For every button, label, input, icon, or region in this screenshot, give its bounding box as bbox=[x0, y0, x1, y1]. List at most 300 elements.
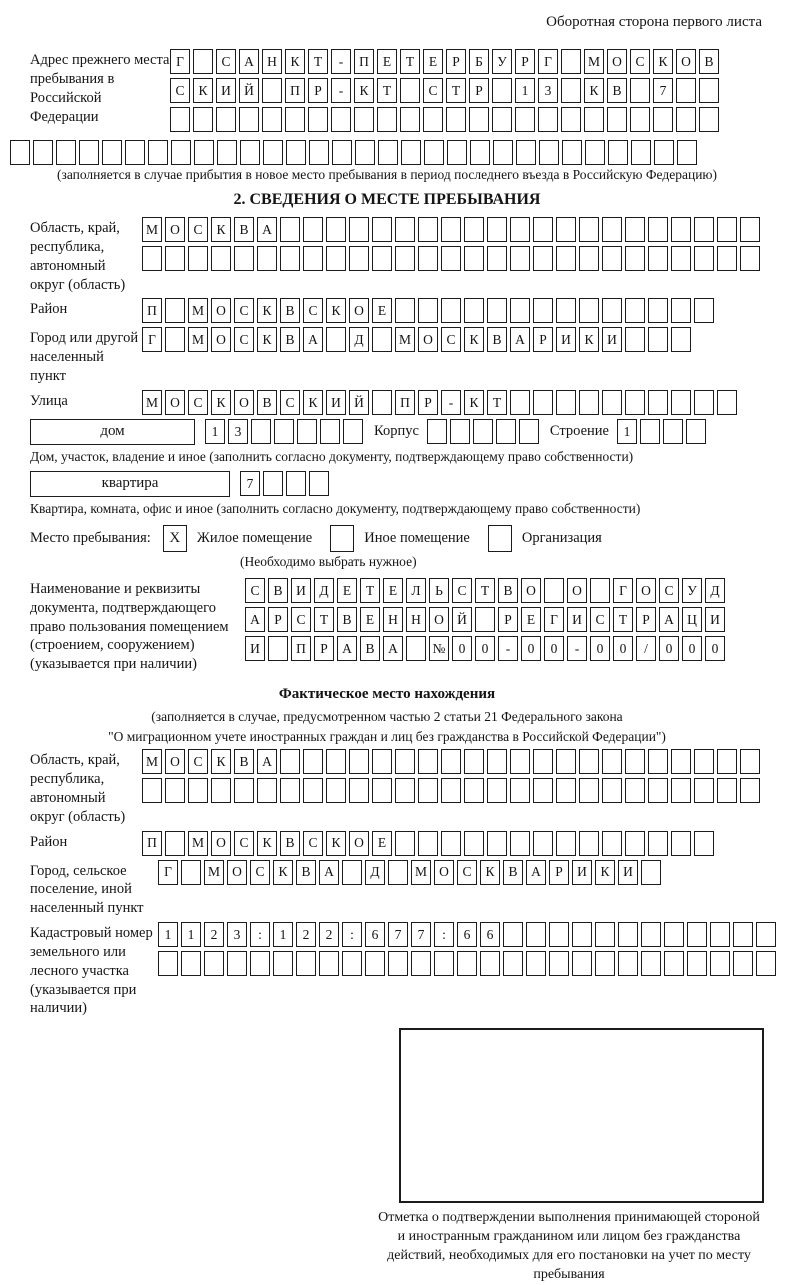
char-cell[interactable] bbox=[170, 107, 190, 132]
char-cell[interactable] bbox=[740, 217, 760, 242]
char-cell[interactable]: 7 bbox=[653, 78, 673, 103]
char-cell[interactable]: Т bbox=[360, 578, 380, 603]
char-cell[interactable] bbox=[280, 246, 300, 271]
char-cell[interactable] bbox=[625, 217, 645, 242]
char-cell[interactable] bbox=[676, 107, 696, 132]
char-cell[interactable]: Д bbox=[349, 327, 369, 352]
char-cell[interactable] bbox=[515, 107, 535, 132]
char-cell[interactable] bbox=[487, 749, 507, 774]
char-cell[interactable] bbox=[694, 831, 714, 856]
char-cell[interactable] bbox=[694, 390, 714, 415]
char-cell[interactable]: Д bbox=[314, 578, 334, 603]
char-cell[interactable]: С bbox=[188, 390, 208, 415]
char-cell[interactable] bbox=[595, 951, 615, 976]
char-cell[interactable]: М bbox=[411, 860, 431, 885]
char-cell[interactable]: В bbox=[280, 298, 300, 323]
char-cell[interactable] bbox=[372, 246, 392, 271]
char-cell[interactable] bbox=[556, 390, 576, 415]
char-cell[interactable] bbox=[326, 778, 346, 803]
char-cell[interactable] bbox=[648, 778, 668, 803]
char-cell[interactable]: И bbox=[216, 78, 236, 103]
char-cell[interactable] bbox=[342, 951, 362, 976]
char-cell[interactable]: О bbox=[211, 298, 231, 323]
char-cell[interactable] bbox=[320, 419, 340, 444]
char-cell[interactable]: К bbox=[354, 78, 374, 103]
char-cell[interactable] bbox=[618, 951, 638, 976]
char-cell[interactable]: 6 bbox=[480, 922, 500, 947]
char-cell[interactable] bbox=[365, 951, 385, 976]
char-cell[interactable] bbox=[10, 140, 30, 165]
char-cell[interactable] bbox=[648, 327, 668, 352]
char-cell[interactable]: И bbox=[572, 860, 592, 885]
char-cell[interactable]: О bbox=[165, 749, 185, 774]
char-cell[interactable]: Н bbox=[262, 49, 282, 74]
char-cell[interactable]: Р bbox=[469, 78, 489, 103]
char-cell[interactable]: В bbox=[296, 860, 316, 885]
char-cell[interactable]: С bbox=[234, 831, 254, 856]
char-cell[interactable] bbox=[671, 831, 691, 856]
char-cell[interactable] bbox=[561, 107, 581, 132]
char-cell[interactable] bbox=[710, 951, 730, 976]
char-cell[interactable]: 1 bbox=[617, 419, 637, 444]
char-cell[interactable] bbox=[79, 140, 99, 165]
char-cell[interactable] bbox=[510, 298, 530, 323]
char-cell[interactable]: О bbox=[349, 298, 369, 323]
char-cell[interactable] bbox=[562, 140, 582, 165]
char-cell[interactable]: Е bbox=[372, 298, 392, 323]
char-cell[interactable] bbox=[631, 140, 651, 165]
char-cell[interactable]: А bbox=[337, 636, 357, 661]
char-cell[interactable]: Р bbox=[268, 607, 288, 632]
char-cell[interactable]: К bbox=[653, 49, 673, 74]
char-cell[interactable] bbox=[274, 419, 294, 444]
char-cell[interactable]: С bbox=[291, 607, 311, 632]
char-cell[interactable]: И bbox=[567, 607, 587, 632]
char-cell[interactable] bbox=[648, 217, 668, 242]
char-cell[interactable]: С bbox=[452, 578, 472, 603]
char-cell[interactable]: О bbox=[676, 49, 696, 74]
char-cell[interactable]: В bbox=[699, 49, 719, 74]
char-cell[interactable] bbox=[510, 390, 530, 415]
char-cell[interactable]: 7 bbox=[240, 471, 260, 496]
char-cell[interactable] bbox=[487, 778, 507, 803]
char-cell[interactable] bbox=[487, 246, 507, 271]
char-cell[interactable]: С bbox=[280, 390, 300, 415]
char-cell[interactable]: К bbox=[211, 217, 231, 242]
char-cell[interactable] bbox=[165, 831, 185, 856]
char-cell[interactable] bbox=[181, 860, 201, 885]
char-cell[interactable]: К bbox=[257, 327, 277, 352]
char-cell[interactable]: Е bbox=[360, 607, 380, 632]
char-cell[interactable] bbox=[625, 390, 645, 415]
char-cell[interactable] bbox=[257, 246, 277, 271]
char-cell[interactable]: Т bbox=[475, 578, 495, 603]
char-cell[interactable]: 1 bbox=[205, 419, 225, 444]
char-cell[interactable] bbox=[388, 951, 408, 976]
char-cell[interactable]: Б bbox=[469, 49, 489, 74]
char-cell[interactable]: Г bbox=[544, 607, 564, 632]
char-cell[interactable] bbox=[326, 749, 346, 774]
char-cell[interactable]: 3 bbox=[227, 922, 247, 947]
char-cell[interactable] bbox=[602, 217, 622, 242]
char-cell[interactable] bbox=[188, 778, 208, 803]
char-cell[interactable]: И bbox=[245, 636, 265, 661]
char-cell[interactable] bbox=[579, 749, 599, 774]
char-cell[interactable] bbox=[125, 140, 145, 165]
char-cell[interactable]: И bbox=[705, 607, 725, 632]
char-cell[interactable] bbox=[102, 140, 122, 165]
char-cell[interactable]: О bbox=[211, 831, 231, 856]
char-cell[interactable]: И bbox=[618, 860, 638, 885]
char-cell[interactable] bbox=[216, 107, 236, 132]
char-cell[interactable]: В bbox=[234, 749, 254, 774]
char-cell[interactable] bbox=[648, 390, 668, 415]
char-cell[interactable]: А bbox=[257, 749, 277, 774]
char-cell[interactable]: - bbox=[441, 390, 461, 415]
char-cell[interactable] bbox=[533, 298, 553, 323]
char-cell[interactable]: И bbox=[326, 390, 346, 415]
char-cell[interactable]: Н bbox=[383, 607, 403, 632]
char-cell[interactable]: А bbox=[659, 607, 679, 632]
char-cell[interactable] bbox=[493, 140, 513, 165]
char-cell[interactable] bbox=[470, 140, 490, 165]
char-cell[interactable] bbox=[653, 107, 673, 132]
char-cell[interactable] bbox=[510, 831, 530, 856]
char-cell[interactable] bbox=[648, 298, 668, 323]
char-cell[interactable] bbox=[510, 246, 530, 271]
char-cell[interactable]: К bbox=[579, 327, 599, 352]
char-cell[interactable]: М bbox=[188, 831, 208, 856]
char-cell[interactable] bbox=[641, 860, 661, 885]
char-cell[interactable] bbox=[533, 390, 553, 415]
char-cell[interactable] bbox=[349, 749, 369, 774]
char-cell[interactable]: Н bbox=[406, 607, 426, 632]
char-cell[interactable] bbox=[625, 298, 645, 323]
char-cell[interactable] bbox=[487, 831, 507, 856]
char-cell[interactable] bbox=[549, 951, 569, 976]
char-cell[interactable]: : bbox=[434, 922, 454, 947]
char-cell[interactable]: 0 bbox=[659, 636, 679, 661]
char-cell[interactable] bbox=[556, 831, 576, 856]
char-cell[interactable]: К bbox=[464, 390, 484, 415]
char-cell[interactable]: О bbox=[567, 578, 587, 603]
char-cell[interactable] bbox=[349, 778, 369, 803]
char-cell[interactable] bbox=[286, 471, 306, 496]
char-cell[interactable]: В bbox=[503, 860, 523, 885]
char-cell[interactable] bbox=[740, 778, 760, 803]
char-cell[interactable] bbox=[733, 951, 753, 976]
char-cell[interactable] bbox=[671, 298, 691, 323]
char-cell[interactable] bbox=[372, 217, 392, 242]
char-cell[interactable]: О bbox=[165, 217, 185, 242]
char-cell[interactable] bbox=[648, 246, 668, 271]
char-cell[interactable]: С bbox=[457, 860, 477, 885]
char-cell[interactable]: К bbox=[257, 298, 277, 323]
char-cell[interactable] bbox=[590, 578, 610, 603]
char-cell[interactable]: П bbox=[354, 49, 374, 74]
char-cell[interactable] bbox=[193, 107, 213, 132]
char-cell[interactable]: Р bbox=[533, 327, 553, 352]
char-cell[interactable]: Р bbox=[498, 607, 518, 632]
char-cell[interactable]: А bbox=[319, 860, 339, 885]
char-cell[interactable]: : bbox=[342, 922, 362, 947]
char-cell[interactable] bbox=[538, 107, 558, 132]
char-cell[interactable]: С bbox=[303, 298, 323, 323]
char-cell[interactable]: К bbox=[193, 78, 213, 103]
char-cell[interactable]: В bbox=[280, 831, 300, 856]
char-cell[interactable]: Е bbox=[337, 578, 357, 603]
char-cell[interactable] bbox=[625, 749, 645, 774]
char-cell[interactable] bbox=[519, 419, 539, 444]
char-cell[interactable]: В bbox=[268, 578, 288, 603]
char-cell[interactable] bbox=[654, 140, 674, 165]
char-cell[interactable] bbox=[240, 140, 260, 165]
char-cell[interactable] bbox=[533, 749, 553, 774]
char-cell[interactable]: С bbox=[630, 49, 650, 74]
char-cell[interactable] bbox=[602, 390, 622, 415]
char-cell[interactable] bbox=[388, 860, 408, 885]
char-cell[interactable] bbox=[464, 246, 484, 271]
char-cell[interactable]: В bbox=[257, 390, 277, 415]
char-cell[interactable]: Т bbox=[377, 78, 397, 103]
char-cell[interactable]: К bbox=[584, 78, 604, 103]
char-cell[interactable] bbox=[211, 778, 231, 803]
char-cell[interactable]: С bbox=[250, 860, 270, 885]
char-cell[interactable]: Д bbox=[365, 860, 385, 885]
char-cell[interactable]: П bbox=[142, 298, 162, 323]
char-cell[interactable]: Т bbox=[446, 78, 466, 103]
char-cell[interactable] bbox=[400, 107, 420, 132]
char-cell[interactable] bbox=[671, 217, 691, 242]
char-cell[interactable]: - bbox=[567, 636, 587, 661]
char-cell[interactable] bbox=[171, 140, 191, 165]
char-cell[interactable] bbox=[556, 246, 576, 271]
char-cell[interactable]: О bbox=[607, 49, 627, 74]
char-cell[interactable]: А bbox=[239, 49, 259, 74]
char-cell[interactable] bbox=[165, 778, 185, 803]
char-cell[interactable]: П bbox=[291, 636, 311, 661]
char-cell[interactable]: С bbox=[216, 49, 236, 74]
char-cell[interactable] bbox=[579, 831, 599, 856]
char-cell[interactable] bbox=[671, 246, 691, 271]
char-cell[interactable] bbox=[181, 951, 201, 976]
char-cell[interactable] bbox=[676, 78, 696, 103]
char-cell[interactable] bbox=[503, 951, 523, 976]
char-cell[interactable] bbox=[561, 49, 581, 74]
char-cell[interactable] bbox=[671, 390, 691, 415]
char-cell[interactable]: О bbox=[636, 578, 656, 603]
char-cell[interactable] bbox=[418, 831, 438, 856]
char-cell[interactable] bbox=[549, 922, 569, 947]
char-cell[interactable]: 7 bbox=[388, 922, 408, 947]
char-cell[interactable]: В bbox=[337, 607, 357, 632]
char-cell[interactable]: М bbox=[142, 217, 162, 242]
char-cell[interactable] bbox=[579, 390, 599, 415]
char-cell[interactable] bbox=[630, 78, 650, 103]
char-cell[interactable]: О bbox=[227, 860, 247, 885]
char-cell[interactable]: Й bbox=[349, 390, 369, 415]
char-cell[interactable] bbox=[544, 578, 564, 603]
char-cell[interactable]: Т bbox=[308, 49, 328, 74]
char-cell[interactable] bbox=[687, 922, 707, 947]
char-cell[interactable] bbox=[342, 860, 362, 885]
char-cell[interactable]: Т bbox=[613, 607, 633, 632]
char-cell[interactable] bbox=[355, 140, 375, 165]
char-cell[interactable]: Г bbox=[142, 327, 162, 352]
char-cell[interactable] bbox=[561, 78, 581, 103]
char-cell[interactable] bbox=[475, 607, 495, 632]
char-cell[interactable] bbox=[677, 140, 697, 165]
char-cell[interactable] bbox=[533, 246, 553, 271]
char-cell[interactable]: В bbox=[234, 217, 254, 242]
char-cell[interactable]: С bbox=[234, 327, 254, 352]
char-cell[interactable] bbox=[756, 951, 776, 976]
char-cell[interactable] bbox=[492, 78, 512, 103]
char-cell[interactable]: Г bbox=[613, 578, 633, 603]
char-cell[interactable] bbox=[533, 217, 553, 242]
char-cell[interactable]: К bbox=[285, 49, 305, 74]
char-cell[interactable] bbox=[285, 107, 305, 132]
char-cell[interactable]: 0 bbox=[544, 636, 564, 661]
char-cell[interactable] bbox=[602, 831, 622, 856]
char-cell[interactable] bbox=[263, 140, 283, 165]
char-cell[interactable]: П bbox=[142, 831, 162, 856]
char-cell[interactable] bbox=[286, 140, 306, 165]
char-cell[interactable] bbox=[510, 778, 530, 803]
char-cell[interactable] bbox=[526, 922, 546, 947]
char-cell[interactable]: В bbox=[360, 636, 380, 661]
char-cell[interactable]: 1 bbox=[273, 922, 293, 947]
char-cell[interactable] bbox=[717, 749, 737, 774]
char-cell[interactable] bbox=[556, 298, 576, 323]
char-cell[interactable] bbox=[464, 217, 484, 242]
organization-checkbox[interactable] bbox=[488, 525, 512, 552]
char-cell[interactable]: М bbox=[395, 327, 415, 352]
char-cell[interactable]: В bbox=[487, 327, 507, 352]
char-cell[interactable]: Е bbox=[383, 578, 403, 603]
char-cell[interactable]: С bbox=[423, 78, 443, 103]
char-cell[interactable] bbox=[694, 298, 714, 323]
char-cell[interactable] bbox=[607, 107, 627, 132]
char-cell[interactable] bbox=[434, 951, 454, 976]
char-cell[interactable] bbox=[204, 951, 224, 976]
char-cell[interactable]: К bbox=[303, 390, 323, 415]
char-cell[interactable]: Й bbox=[239, 78, 259, 103]
char-cell[interactable]: 0 bbox=[452, 636, 472, 661]
char-cell[interactable]: А bbox=[303, 327, 323, 352]
char-cell[interactable] bbox=[640, 419, 660, 444]
char-cell[interactable] bbox=[526, 951, 546, 976]
char-cell[interactable] bbox=[464, 778, 484, 803]
char-cell[interactable] bbox=[756, 922, 776, 947]
char-cell[interactable] bbox=[262, 78, 282, 103]
place-option-organization[interactable] bbox=[488, 525, 602, 552]
char-cell[interactable] bbox=[717, 246, 737, 271]
char-cell[interactable]: Г bbox=[158, 860, 178, 885]
char-cell[interactable] bbox=[579, 217, 599, 242]
char-cell[interactable]: Е bbox=[521, 607, 541, 632]
char-cell[interactable] bbox=[556, 217, 576, 242]
char-cell[interactable] bbox=[309, 140, 329, 165]
char-cell[interactable]: О bbox=[211, 327, 231, 352]
char-cell[interactable] bbox=[663, 419, 683, 444]
char-cell[interactable]: 1 bbox=[158, 922, 178, 947]
char-cell[interactable] bbox=[395, 298, 415, 323]
char-cell[interactable] bbox=[441, 778, 461, 803]
char-cell[interactable] bbox=[411, 951, 431, 976]
char-cell[interactable] bbox=[579, 298, 599, 323]
char-cell[interactable] bbox=[664, 922, 684, 947]
char-cell[interactable]: К bbox=[273, 860, 293, 885]
char-cell[interactable] bbox=[280, 749, 300, 774]
char-cell[interactable] bbox=[441, 217, 461, 242]
char-cell[interactable] bbox=[349, 217, 369, 242]
char-cell[interactable]: С bbox=[441, 327, 461, 352]
char-cell[interactable] bbox=[331, 107, 351, 132]
char-cell[interactable] bbox=[503, 922, 523, 947]
char-cell[interactable] bbox=[148, 140, 168, 165]
place-option-residential[interactable] bbox=[163, 525, 312, 552]
char-cell[interactable] bbox=[332, 140, 352, 165]
char-cell[interactable] bbox=[297, 419, 317, 444]
char-cell[interactable] bbox=[487, 217, 507, 242]
char-cell[interactable] bbox=[217, 140, 237, 165]
char-cell[interactable] bbox=[556, 778, 576, 803]
char-cell[interactable] bbox=[733, 922, 753, 947]
char-cell[interactable]: - bbox=[331, 49, 351, 74]
char-cell[interactable]: 0 bbox=[613, 636, 633, 661]
char-cell[interactable]: М bbox=[188, 298, 208, 323]
char-cell[interactable]: К bbox=[326, 298, 346, 323]
char-cell[interactable]: М bbox=[142, 390, 162, 415]
char-cell[interactable]: М bbox=[142, 749, 162, 774]
char-cell[interactable] bbox=[510, 749, 530, 774]
char-cell[interactable] bbox=[510, 217, 530, 242]
char-cell[interactable] bbox=[406, 636, 426, 661]
char-cell[interactable] bbox=[641, 951, 661, 976]
char-cell[interactable] bbox=[473, 419, 493, 444]
char-cell[interactable] bbox=[273, 951, 293, 976]
char-cell[interactable] bbox=[469, 107, 489, 132]
char-cell[interactable]: Ц bbox=[682, 607, 702, 632]
char-cell[interactable]: / bbox=[636, 636, 656, 661]
char-cell[interactable]: С bbox=[188, 217, 208, 242]
char-cell[interactable] bbox=[602, 778, 622, 803]
char-cell[interactable] bbox=[309, 471, 329, 496]
char-cell[interactable]: У bbox=[492, 49, 512, 74]
char-cell[interactable] bbox=[699, 78, 719, 103]
char-cell[interactable]: П bbox=[395, 390, 415, 415]
char-cell[interactable] bbox=[262, 107, 282, 132]
char-cell[interactable] bbox=[165, 246, 185, 271]
char-cell[interactable]: К bbox=[211, 390, 231, 415]
char-cell[interactable] bbox=[625, 327, 645, 352]
char-cell[interactable]: А bbox=[526, 860, 546, 885]
char-cell[interactable] bbox=[158, 951, 178, 976]
char-cell[interactable]: П bbox=[285, 78, 305, 103]
char-cell[interactable] bbox=[585, 140, 605, 165]
char-cell[interactable]: 0 bbox=[705, 636, 725, 661]
char-cell[interactable]: А bbox=[383, 636, 403, 661]
char-cell[interactable] bbox=[303, 749, 323, 774]
char-cell[interactable] bbox=[717, 217, 737, 242]
char-cell[interactable] bbox=[602, 749, 622, 774]
char-cell[interactable] bbox=[263, 471, 283, 496]
char-cell[interactable] bbox=[257, 778, 277, 803]
residential-checkbox[interactable]: X bbox=[163, 525, 187, 552]
char-cell[interactable] bbox=[464, 831, 484, 856]
char-cell[interactable]: Р bbox=[515, 49, 535, 74]
